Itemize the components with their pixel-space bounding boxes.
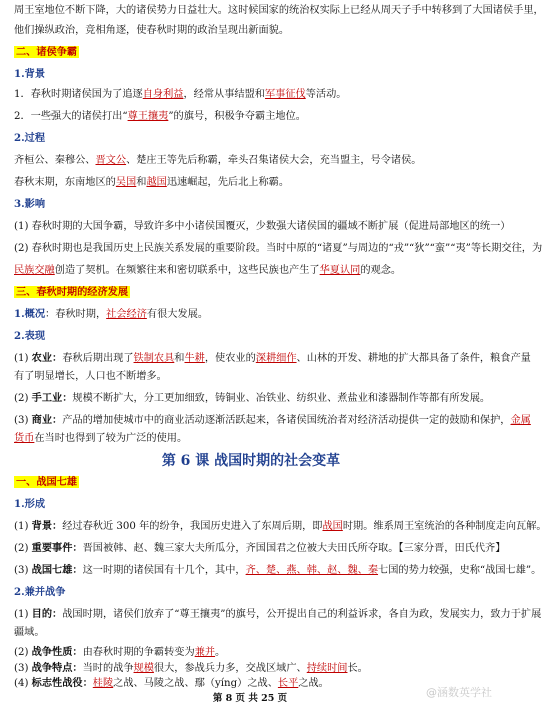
subheading: 1.背景 bbox=[14, 68, 46, 80]
paragraph-line: (1) 春秋时期的大国争霸，导致许多中小诸侯国覆灭，少数强大诸侯国的疆域不断扩展（促进局部地区的统一） bbox=[14, 221, 511, 232]
paragraph-line: 2．一些强大的诸侯打出“尊王攘夷”的旗号，积极争夺霸主地位。 bbox=[14, 111, 306, 122]
paragraph-line: 周王室地位不断下降，大的诸侯势力日益壮大。这时候国家的统治权实际上已经从周天子手中转移到了大国诸侯手里， bbox=[14, 5, 544, 16]
paragraph-line: 春秋末期，东南地区的吴国和越国迅速崛起，先后北上称霸。 bbox=[14, 177, 290, 188]
paragraph-line: (3) 战争特点：当时的战争规模很大，参战兵力多，交战区域广、持续时间长。 bbox=[14, 662, 368, 674]
paragraph-line: (1) 农业：春秋后期出现了铁制农具和牛耕，使农业的深耕细作、山林的开发、耕地的扩大都具备了条件，粮食产量 bbox=[14, 352, 531, 364]
paragraph-line: 疆域。 bbox=[14, 627, 45, 638]
subheading: 1.形成 bbox=[14, 498, 46, 510]
paragraph-line: 他们操纵政治，竞相角逐，使春秋时期的政治呈现出新面貌。 bbox=[14, 25, 290, 36]
section-heading: 三、春秋时期的经济发展 bbox=[16, 286, 129, 298]
subheading: 2.表现 bbox=[14, 330, 46, 342]
subheading: 3.影响 bbox=[14, 198, 46, 210]
watermark: @涵数英学社 bbox=[426, 686, 492, 699]
paragraph-line: (1) 背景：经过春秋近 300 年的纷争，我国历史进入了东周后期，即战国时期。维系周王室统治的各种制度走向瓦解。 bbox=[14, 520, 547, 532]
lesson-title: 第 6 课 战国时期的社会变革 bbox=[161, 453, 341, 469]
subheading: 2.兼并战争 bbox=[14, 586, 66, 598]
paragraph-line: 有了明显增长，人口也不断增多。 bbox=[14, 371, 167, 382]
subheading: 2.过程 bbox=[14, 132, 46, 144]
paragraph-line: (3) 战国七雄：这一时期的诸侯国有十几个，其中，齐、楚、燕、韩、赵、魏、秦七国的势力较强，史称“战国七雄”。 bbox=[14, 564, 542, 576]
paragraph-line: (2) 重要事件：晋国被韩、赵、魏三家大夫所瓜分，齐国国君之位被大夫田氏所夺取。【三家分晋，田氏代齐】 bbox=[14, 542, 506, 554]
paragraph-line: (1) 目的：战国时期，诸侯们放弃了“尊王攘夷”的旗号，公开提出自己的利益诉求，各自为政，发展实力，致力于扩展 bbox=[14, 608, 542, 620]
section-heading: 二、诸侯争霸 bbox=[16, 46, 78, 58]
paragraph-line: (2) 手工业：规模不断扩大，分工更加细致，铸铜业、冶铁业、纺织业、煮盐业和漆器制作等都有所发展。 bbox=[14, 392, 491, 404]
paragraph-line: (2) 春秋时期也是我国历史上民族关系发展的重要阶段。当时中原的“诸夏”与周边的“戎”“狄”“蛮”“夷”等长期交往，为 bbox=[14, 243, 543, 254]
paragraph-line: (4) 标志性战役：桂陵之战、马陵之战、鄢（yíng）之战、长平之战。 bbox=[14, 677, 329, 689]
paragraph-line: 货币在当时也得到了较为广泛的使用。 bbox=[14, 433, 188, 444]
paragraph-line: 1．春秋时期诸侯国为了追逐自身利益，经常从事结盟和军事征伐等活动。 bbox=[14, 89, 347, 100]
paragraph-line: 1.概况：春秋时期，社会经济有很大发展。 bbox=[14, 308, 209, 320]
paragraph-line: 民族交融创造了契机。在频繁往来和密切联系中，这些民族也产生了华夏认同的观念。 bbox=[14, 265, 402, 276]
paragraph-line: 齐桓公、秦穆公、晋文公、楚庄王等先后称霸，牵头召集诸侯大会，充当盟主，号令诸侯。 bbox=[14, 155, 422, 166]
page-footer: 第 8 页 共 25 页 bbox=[212, 693, 288, 704]
paragraph-line: (2) 战争性质：由春秋时期的争霸转变为兼并。 bbox=[14, 646, 226, 658]
section-heading: 一、战国七雄 bbox=[16, 476, 78, 488]
paragraph-line: (3) 商业：产品的增加使城市中的商业活动逐渐活跃起来，各诸侯国统治者对经济活动提供一定的鼓励和保护，金属 bbox=[14, 414, 531, 426]
